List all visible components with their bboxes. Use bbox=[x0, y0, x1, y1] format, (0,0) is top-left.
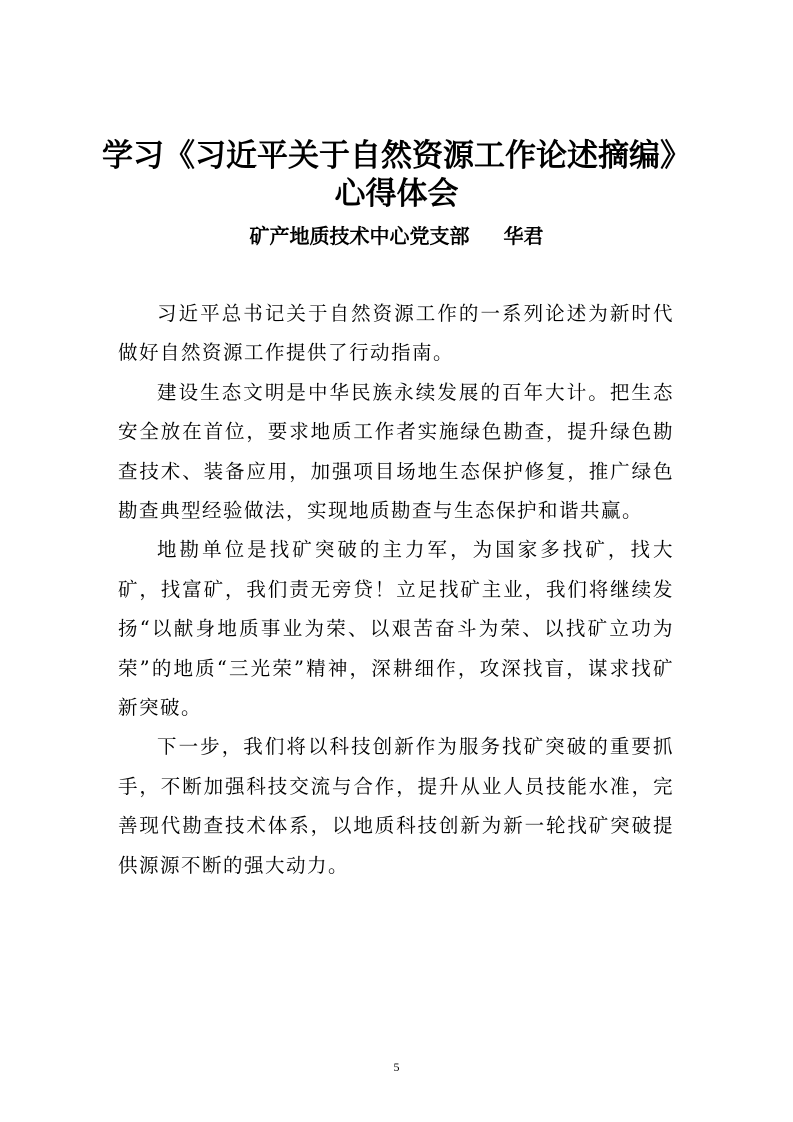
page-number: 5 bbox=[393, 1060, 400, 1074]
byline bbox=[60, 222, 733, 250]
body-paragraph: 地勘单位是找矿突破的主力军，为国家多找矿，找大矿，找富矿，我们责无旁贷！立足找矿主业，我们将继续发扬“以献身地质事业为荣、以艰苦奋斗为荣、以找矿立功为荣”的地质“三光荣”精神，深耕细作，攻深找盲，谋求找矿新突破。 bbox=[118, 538, 674, 720]
body-paragraph: 建设生态文明是中华民族永续发展的百年大计。把生态安全放在首位，要求地质工作者实施绿色勘查，提升绿色勘查技术、装备应用，加强项目场地生态保护修复，推广绿色勘查典型经验做法，实现地质勘查与生态保护和谐共赢。 bbox=[118, 380, 674, 523]
byline-organization: 矿产地质技术中心党支部 bbox=[249, 224, 470, 248]
body-paragraph: 习近平总书记关于自然资源工作的一系列论述为新时代做好自然资源工作提供了行动指南。 bbox=[118, 302, 674, 365]
document-body bbox=[118, 294, 674, 885]
document-title-line-2: 心得体会 bbox=[334, 176, 459, 212]
document-title-line-1: 学习《习近平关于自然资源工作论述摘编》 bbox=[102, 138, 691, 174]
byline-author: 华君 bbox=[503, 224, 544, 248]
body-paragraph: 下一步，我们将以科技创新作为服务找矿突破的重要抓手，不断加强科技交流与合作，提升从业人员技能水准，完善现代勘查技术体系，以地质科技创新为新一轮找矿突破提供源源不断的强大动力。 bbox=[118, 735, 674, 877]
